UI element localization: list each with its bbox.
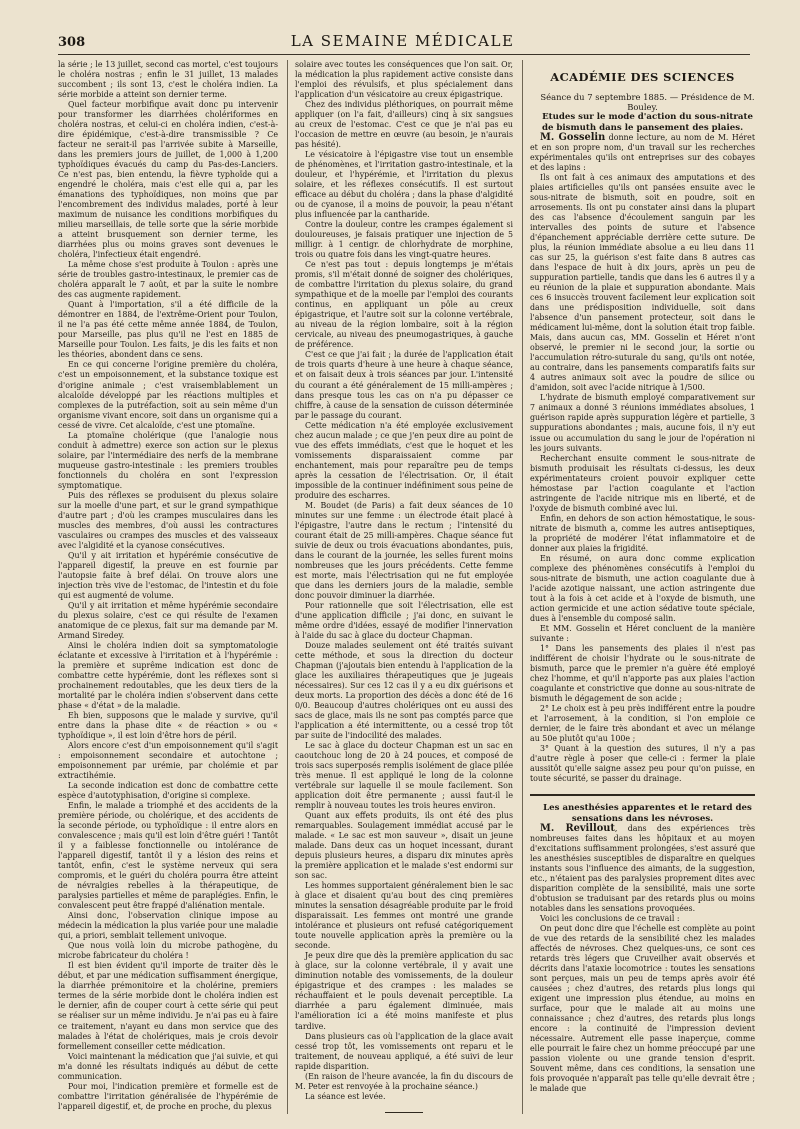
paragraph-text: , dans des expériences très nombreuses faites dans les hôpitaux et au moyen d'excitations suffisamment prolongées, s'est assuré que les anesthésies susceptibles de disparaître en quelques instants sous l'influence des aimants, de la suggestion, etc., n'étaient pas des paralysies proprement dites avec disparition complète de la sensibilité, mais une sorte d'obtusion se traduisant par des retards plus ou moins notables dans les sensations provoquées. bbox=[530, 824, 755, 914]
paragraph bbox=[530, 133, 755, 173]
paragraph: Le vésicatoire à l'épigastre vise tout un ensemble de phénomènes, et l'irritation gastro-intestinale, et la douleur, et l'hypérémie, et l'irritation du plexus solaire, et les réflexes consécutifs. Il est surtout efficace au début du choléra ; dans la phase d'algidité ou de cyanose, il a moins de pouvoir, la peau n'étant plus influencée par la cantharide. bbox=[295, 150, 513, 220]
paragraph: 3° Quant à la question des sutures, il n'y a pas d'autre règle à poser que celle-ci : fermer la plaie aussitôt qu'elle saigne assez peu pour qu'on puisse, en toute sécurité, se passer du drainage. bbox=[530, 743, 755, 784]
closing-separator bbox=[385, 1112, 423, 1113]
text-column-middle bbox=[295, 60, 513, 1117]
paragraph: Quant à l'importation, s'il a été difficile de la démontrer en 1884, de l'extrême-Orient pour Toulon, il ne l'a pas été cette même année 1884, de Toulon, pour Marseille, pas plus qu'il ne l'est en 1885 de Marseille pour Toulon. Les faits, je dis les faits et non les théories, abondent dans ce sens. bbox=[58, 300, 278, 360]
paragraph: En résumé, on aura donc comme explication complexe des phénomènes consécutifs à l'emploi du sous-nitrate de bismuth, une action coagulante due à l'acide azotique naissant, une action astringente due tout à la fois à cet acide et à l'oxyde de bismuth, une action germicide et une action sédative toute spéciale, dues à l'ensemble du composé salin. bbox=[530, 553, 755, 623]
paragraph: Ils ont fait à ces animaux des amputations et des plaies artificielles qu'ils ont pansées ensuite avec le sous-nitrate de bismuth, soit en poudre, soit en arrosements. Ils ont pu constater ainsi dans la plupart des cas l'absence d'écoulement sanguin par les intervalles des points de suture et l'absence d'épanchement appréciable derrière cette suture. De plus, la réunion immédiate absolue a eu lieu dans 11 cas sur 25, la guérison s'est faite dans 8 autres cas dans l'espace de huit à dix jours, après un peu de suppuration partielle, tandis que dans les 6 autres il y a eu réunion de la plaie et suppuration abondante. Mais ces 6 insuccès trouvent facilement leur explication soit dans une prédisposition individuelle, soit dans l'absence d'un pansement protecteur, soit dans le médicament lui-même, dont la solution était trop faible. Mais, dans aucun cas, MM. Gosselin et Héret n'ont observé, le premier ni le second jour, la sortie ou l'accumulation rétro-suturale du sang, qu'ils ont notée, au contraire, dans les pansements comparatifs faits sur 4 autres animaux soit avec la poudre de silice ou d'amidon, soit avec l'acide nitrique à 1/500. bbox=[530, 173, 755, 393]
paragraph: C'est ce que j'ai fait ; la durée de l'application était de trois quarts d'heure à une heure à chaque séance, et on faisait deux à trois séances par jour. L'intensité du courant a été généralement de 15 milli-ampères ; dans presque tous les cas on n'a pu dépasser ce chiffre, à cause de la sensation de cuisson déterminée par le passage du courant. bbox=[295, 350, 513, 420]
paragraph: solaire avec toutes les conséquences que l'on sait. Or, la médication la plus rapidement active consiste dans l'emploi des révulsifs, et plus spécialement dans l'application d'un vésicatoire au creux épigastrique. bbox=[295, 60, 513, 100]
section-separator bbox=[530, 794, 755, 796]
paragraph: Contre la douleur, contre les crampes également si douloureuses, je faisais pratiquer une injection de 5 milligr. à 1 centigr. de chlorhydrate de morphine, trois ou quatre fois dans les vingt-quatre heures. bbox=[295, 220, 513, 260]
paragraph: Les hommes supportaient généralement bien le sac à glace et disaient qu'au bout des cinq premières minutes la sensation désagréable produite par le froid disparaissait. Les femmes ont montré une grande intolérance et plusieurs ont refusé catégoriquement toute nouvelle application après la première ou la seconde. bbox=[295, 881, 513, 951]
speaker-name: M. Revillout bbox=[540, 823, 615, 835]
paragraph: Ainsi donc, l'observation clinique impose au médecin la médication la plus variée pour une maladie qui, a priori, semblait tellement univoque. bbox=[58, 911, 278, 941]
article-rubric: Les anesthésies apparentes et le retard des sensations dans les névroses. bbox=[543, 803, 752, 824]
paragraph: Enfin, le malade a triomphé et des accidents de la première période, ou cholérique, et des accidents de la seconde période, ou typhoïdique : il entre alors en convalescence ; mais qu'il est loin d'être guéri ! Tantôt il y a faiblesse fonctionnelle ou intolérance de l'appareil digestif, tantôt il y a lésion des reins et tantôt, enfin, c'est le système nerveux qui sera compromis, et le guéri du choléra pourra être atteint de névralgies rebelles à la thérapeutique, de paralysies partielles et même de paraplégies. Enfin, le convalescent peut être frappé d'aliénation mentale. bbox=[58, 801, 278, 911]
paragraph: Puis des réflexes se produisent du plexus solaire sur la moelle d'une part, et sur le grand sympathique d'autre part ; d'où les crampes musculaires dans les muscles des membres, d'où aussi les contractures vasculaires ou crampes des muscles et des vaisseaux avec l'algidité et la cyanose consécutives. bbox=[58, 490, 278, 550]
paragraph: Voici les conclusions de ce travail : bbox=[540, 914, 680, 924]
paragraph bbox=[530, 824, 755, 914]
paragraph: Ce n'est pas tout : depuis longtemps je m'étais promis, s'il m'était donné de soigner des cholériques, de combattre l'irritation du plexus solaire, du grand sympathique et de la moelle par l'emploi des courants continus, en appliquant un pôle au creux épigastrique, et l'autre soit sur la colonne vertébrale, au niveau de la région lombaire, soit à la région cervicale, au niveau des pneumogastriques, à gauche de préférence. bbox=[295, 260, 513, 350]
paragraph: Recherchant ensuite comment le sous-nitrate de bismuth produisait les résultats ci-dessus, les deux expérimentateurs croient pouvoir expliquer cette hémostase par l'action coagulante et l'action astringente de l'acide nitrique mis en liberté, et de l'oxyde de bismuth combiné avec lui. bbox=[530, 453, 755, 513]
paragraph: La même chose s'est produite à Toulon : après une série de troubles gastro-intestinaux, le premier cas de choléra apparaît le 7 août, et par la suite le nombre des cas augmente rapidement. bbox=[58, 260, 278, 300]
paragraph: Qu'il y ait irritation et même hypérémie secondaire du plexus solaire, c'est ce qui résulte de l'examen anatomique de ce plexus, fait sur ma demande par M. Armand Siredey. bbox=[58, 600, 278, 640]
paragraph: La seconde indication est donc de combattre cette espèce d'autotyphisation, d'origine si complexe. bbox=[58, 781, 278, 801]
article-rubric: Etudes sur le mode d'action du sous-nitrate de bismuth dans le pansement des plaies. bbox=[541, 112, 753, 133]
paragraph: Je peux dire que dès la première application du sac à glace, sur la colonne vertébrale, il y avait une diminution notable des vomissements, de la douleur épigastrique et des crampes : les malades se réchauffaient et le pouls devenait perceptible. La diarrhée a paru également diminuée, mais l'amélioration ici a été moins manifeste et plus tardive. bbox=[295, 951, 513, 1031]
paragraph: 1° Dans les pansements des plaies il n'est pas indifférent de choisir l'hydrate ou le sous-nitrate de bismuth, parce que le premier n'a guère été employé chez l'homme, et qu'il n'apporte pas aux plaies l'action coagulante et constrictive que donne au sous-nitrate de bismuth le dégagement de son acide ; bbox=[530, 643, 755, 703]
paragraph: Ainsi le choléra indien doit sa symptomatologie éclatante et excessive à l'irritation et à l'hypérémie : la première et suprême indication est donc de combattre cette hypérémie, dont les réflexes sont si prochainement redoutables, que les deux tiers de la mortalité par le choléra indien s'observent dans cette phase « d'état » de la maladie. bbox=[58, 640, 278, 710]
paragraph: Pour moi, l'indication première et formelle est de combattre l'irritation généralisée de l'hypérémie de l'appareil digestif, et, de proche en proche, du plexus bbox=[58, 1081, 278, 1111]
paragraph: Chez des individus pléthoriques, on pourrait même appliquer (on l'a fait, d'ailleurs) cinq à six sangsues au creux de l'estomac. C'est ce que je n'ai pas eu l'occasion de mettre en œuvre (au besoin, je n'aurais pas hésité). bbox=[295, 100, 513, 150]
paragraph: Que nous voilà loin du microbe pathogène, du microbe fabricateur du choléra ! bbox=[58, 941, 278, 961]
paragraph: la série ; le 13 juillet, second cas mortel, c'est toujours le choléra nostras ; enfin le 31 juillet, 13 malades succombent ; ils sont 13, c'est le choléra indien. La série morbide a atteint son dernier terme. bbox=[58, 60, 278, 100]
paragraph: Quant aux effets produits, ils ont été des plus remarquables. Soulagement immédiat accusé par le malade. « Le sac est mon sauveur », disait un jeune malade. Dans deux cas un hoquet incessant, durant depuis plusieurs heures, a disparu dix minutes après la première application et le malade s'est endormi sur son sac. bbox=[295, 811, 513, 881]
column-rule-left bbox=[287, 60, 288, 1114]
paragraph: Dans plusieurs cas où l'application de la glace avait cessé trop tôt, les vomissements ont reparu et le traitement, de nouveau appliqué, a été suivi de leur rapide disparition. bbox=[295, 1031, 513, 1071]
paragraph: Qu'il y ait irritation et hypérémie consécutive de l'appareil digestif, la preuve en est fournie par l'autopsie faite à bref délai. On trouve alors une injection très vive de l'estomac, de l'intestin et du foie qui est augmenté de volume. bbox=[58, 550, 278, 600]
page-header bbox=[58, 32, 750, 55]
page-number: 308 bbox=[58, 35, 86, 50]
paragraph: En ce qui concerne l'origine première du choléra, c'est un empoisonnement, et la substance toxique est d'origine animale ; c'est vraisemblablement un alcaloïde développé par les réactions multiples et complexes de la putréfaction, soit au sein même d'un organisme vivant encore, soit dans un organisme qui a cessé de vivre. Cet alcaloïde, c'est une ptomaïne. bbox=[58, 360, 278, 430]
section-title: ACADÉMIE DES SCIENCES bbox=[550, 70, 735, 84]
paragraph: Voici maintenant la médication que j'ai suivie, et qui m'a donné les résultats indiqués au début de cette communication. bbox=[58, 1051, 278, 1081]
text-column-left bbox=[58, 60, 278, 1117]
paragraph: Pour rationnelle que soit l'électrisation, elle est d'une application difficile ; j'ai donc, en suivant le même ordre d'idées, essayé de modifier l'innervation à l'aide du sac à glace du docteur Chapman. bbox=[295, 600, 513, 640]
paragraph: Et MM. Gosselin et Héret concluent de la manière suivante : bbox=[530, 623, 755, 643]
paragraph: La ptomaïne cholérique (que l'analogie nous conduit à admettre) exerce son action sur le plexus solaire, par l'intermédiaire des nerfs de la membrane muqueuse gastro-intestinale : les premiers troubles fonctionnels du choléra en sont l'expression symptomatique. bbox=[58, 430, 278, 490]
paragraph: Cette médication n'a été employée exclusivement chez aucun malade ; ce que j'en peux dire au point de vue des effets immédiats, c'est que le hoquet et les vomissements disparaissaient comme par enchantement, mais pour reparaître peu de temps après la cessation de l'électrisation. Or, il était impossible de la continuer indéfiniment sous peine de produire des escharres. bbox=[295, 420, 513, 500]
speaker-name: M. Gosselin bbox=[540, 132, 606, 144]
paragraph: Eh bien, supposons que le malade y survive, qu'il entre dans la phase dite « de réaction » ou « typhoïdique », il est loin d'être hors de péril. bbox=[58, 711, 278, 741]
column-rule-right bbox=[522, 60, 523, 1114]
paragraph: Alors encore c'est d'un empoisonnement qu'il s'agit : empoisonnement secondaire et autochtone ; empoisonnement par urémie, par cholémie et par extractihémie. bbox=[58, 741, 278, 781]
paragraph: L'hydrate de bismuth employé comparativement sur 7 animaux a donné 3 réunions immédiates absolues, 1 guérison rapide après suppuration légère et partielle, 3 suppurations abondantes ; mais, aucune fois, il n'y eut issue ou accumulation du sang le jour de l'opération ni les jours suivants. bbox=[530, 393, 755, 453]
paragraph: Il est bien évident qu'il importe de traiter dès le début, et par une médication suffisamment énergique, la diarrhée prémonitoire et la cholérine, premiers termes de la série morbide dont le choléra indien est le dernier, afin de couper court à cette série qui peut se réaliser sur un même individu. Je n'ai pas eu à faire ce traitement, n'ayant eu dans mon service que des malades à l'état de cholériques, mais je crois devoir formellement conseiller cette médication. bbox=[58, 961, 278, 1051]
paragraph: Enfin, en dehors de son action hémostatique, le sous-nitrate de bismuth a, comme les autres antiseptiques, la propriété de modérer l'état inflammatoire et de donner aux plaies la frigidité. bbox=[530, 513, 755, 553]
paragraph-text: donne lecture, au nom de M. Héret et en son propre nom, d'un travail sur les recherches expérimentales qu'ils ont entreprises sur des cobayes et des lapins : bbox=[530, 133, 755, 173]
paragraph: Le sac à glace du docteur Chapman est un sac en caoutchouc long de 20 à 24 pouces, et composé de trois sacs superposés remplis isolément de glace pilée très menue. Il est appliqué le long de la colonne vertébrale sur laquelle il se moule facilement. Son application doit être permanente ; aussi faut-il le remplir à nouveau toutes les trois heures environ. bbox=[295, 741, 513, 811]
session-line: Séance du 7 septembre 1885. — Présidence de M. Bouley. bbox=[540, 92, 755, 113]
paragraph: 2° Le choix est à peu près indifférent entre la poudre et l'arrosement, à la condition, si l'on emploie ce dernier, de le faire très abondant et avec un mélange au 50e plutôt qu'au 100e ; bbox=[530, 703, 755, 743]
text-column-right bbox=[530, 60, 755, 1117]
running-title: LA SEMAINE MÉDICALE bbox=[290, 32, 515, 50]
paragraph: (En raison de l'heure avancée, la fin du discours de M. Peter est renvoyée à la prochaine séance.) bbox=[295, 1071, 513, 1091]
paragraph: Quel facteur morbifique avait donc pu intervenir pour transformer les diarrhées cholériformes en choléra nostras, et celui-ci en choléra indien, c'est-à-dire épidémique, c'est-à-dire transmissible ? Ce facteur ne serait-il pas l'arrivée subite à Marseille, dans les premiers jours de juillet, de 1,000 à 1,200 typhoïdiques évacués du camp du Pas-des-Lanciers. Ce n'est pas, bien entendu, la fièvre typhoïde qui a engendré le choléra, mais c'est elle qui a, par les émanations des typhoïdiques, non moins que par l'encombrement des individus malades, porté à leur maximum de nuisance les conditions morbifiques du milieu marseillais, de telle sorte que la série morbide a atteint brusquement son dernier terme, les diarrhées plus ou moins graves sont devenues le choléra, l'infectieux était engendré. bbox=[58, 100, 278, 260]
paragraph: Douze malades seulement ont été traités suivant cette méthode, et sous la direction du docteur Chapman (j'ajoutais bien entendu à l'application de la glace les auxiliaires thérapeutiques que je jugeais nécessaires). Sur ces 12 cas il y a eu dix guérisons et deux morts. La proportion des décès a donc été de 16 0/0. Beaucoup d'autres cholériques ont eu aussi des sacs de glace, mais ils ne sont pas comptés parce que l'application a été intermittente, ou a cessé trop tôt par suite de l'indocilité des malades. bbox=[295, 640, 513, 741]
paragraph: La séance est levée. bbox=[305, 1091, 386, 1101]
paragraph: On peut donc dire que l'échelle est complète au point de vue des retards de la sensibilité chez les malades affectés de névroses. Chez quelques-uns, ce sont ces retards très légers que Cruveilher avait observés et décrits dans l'ataxie locomotrice : toutes les sensations sont perçues, mais un peu de temps après avoir été causées ; chez d'autres, des retards plus longs qui exigent une impression plus étendue, au moins en surface, pour que le malade ait au moins une connaissance ; chez d'autres, des retards plus longs encore : la continuité de l'impression devient nécessaire. Autrement elle passe inaperçue, comme elle pourrait le faire chez un homme préoccupé par une passion violente ou une grande tension d'esprit. Souvent même, dans ces conditions, la sensation une fois provoquée n'apparaît pas telle qu'elle devrait être ; le malade que bbox=[530, 924, 755, 1094]
paragraph: M. Boudet (de Paris) a fait deux séances de 10 minutes sur une femme : un électrode était placé à l'épigastre, l'autre dans le rectum ; l'intensité du courant était de 25 milli-ampères. Chaque séance fut suivie de deux ou trois évacuations abondantes, puis, dans le courant de la journée, les selles furent moins nombreuses que les jours précédents. Cette femme est morte, mais l'électrisation qui ne fut employée que dans les derniers jours de la maladie, semble donc pouvoir diminuer la diarrhée. bbox=[295, 500, 513, 600]
